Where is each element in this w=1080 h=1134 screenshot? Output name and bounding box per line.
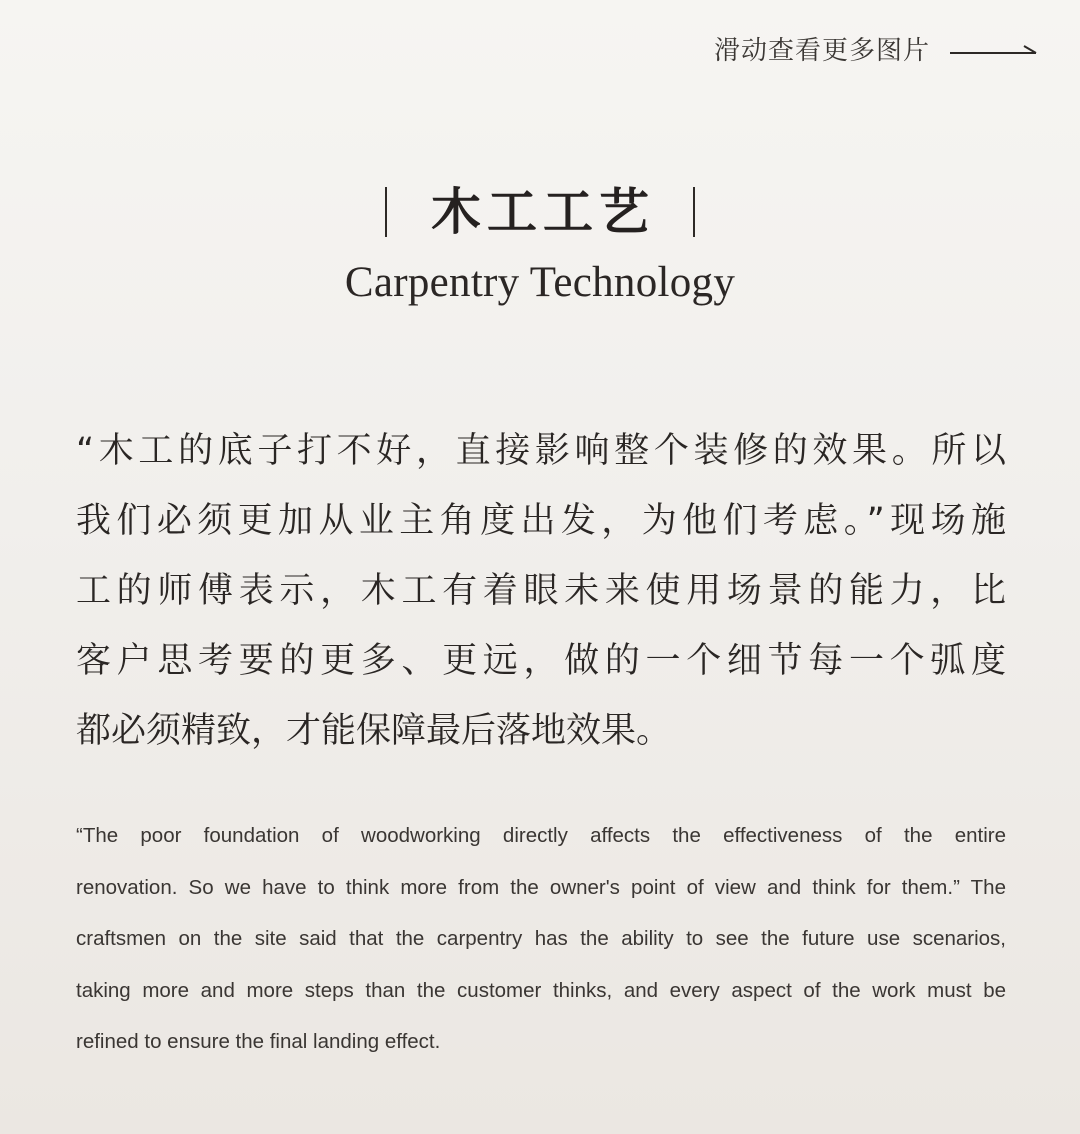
right-arrow-icon: [950, 42, 1038, 56]
title-divider-left: [385, 187, 387, 237]
section-heading: [0, 182, 1080, 242]
chinese-paragraph: [76, 416, 1006, 766]
paragraph-line: 工的师傅表示，木工有着眼未来使用场景的能力，比: [76, 571, 1006, 611]
paragraph-line: 客户思考要的更多、更远，做的一个细节每一个弧度: [76, 641, 1006, 681]
paragraph-line: taking more and more steps than the customer thinks, and every aspect of the work must be: [76, 978, 1006, 1002]
english-paragraph: [76, 810, 1006, 1068]
paragraph-line: 都必须精致，才能保障最后落地效果。: [76, 711, 672, 751]
title-divider-right: [693, 187, 695, 237]
paragraph-line: craftsmen on the site said that the carpentry has the ability to see the future use scenarios,: [76, 927, 1006, 950]
paragraph-line: “木工的底子打不好，直接影响整个装修的效果。所以: [76, 431, 1006, 471]
paragraph-line: 我们必须更加从业主角度出发，为他们考虑。”现场施: [76, 501, 1006, 541]
paragraph-line: renovation. So we have to think more from the owner's point of view and think for them.” The: [76, 875, 1006, 899]
paragraph-line: “The poor foundation of woodworking directly affects the effectiveness of the entire: [76, 824, 1006, 847]
page-subtitle: Carpentry Technology: [344, 259, 736, 306]
paragraph-line: refined to ensure the final landing effect.: [76, 1030, 441, 1053]
swipe-hint-text: 滑动查看更多图片: [713, 36, 930, 66]
page-title: 木工工艺: [431, 183, 655, 241]
swipe-hint[interactable]: [714, 30, 1038, 67]
